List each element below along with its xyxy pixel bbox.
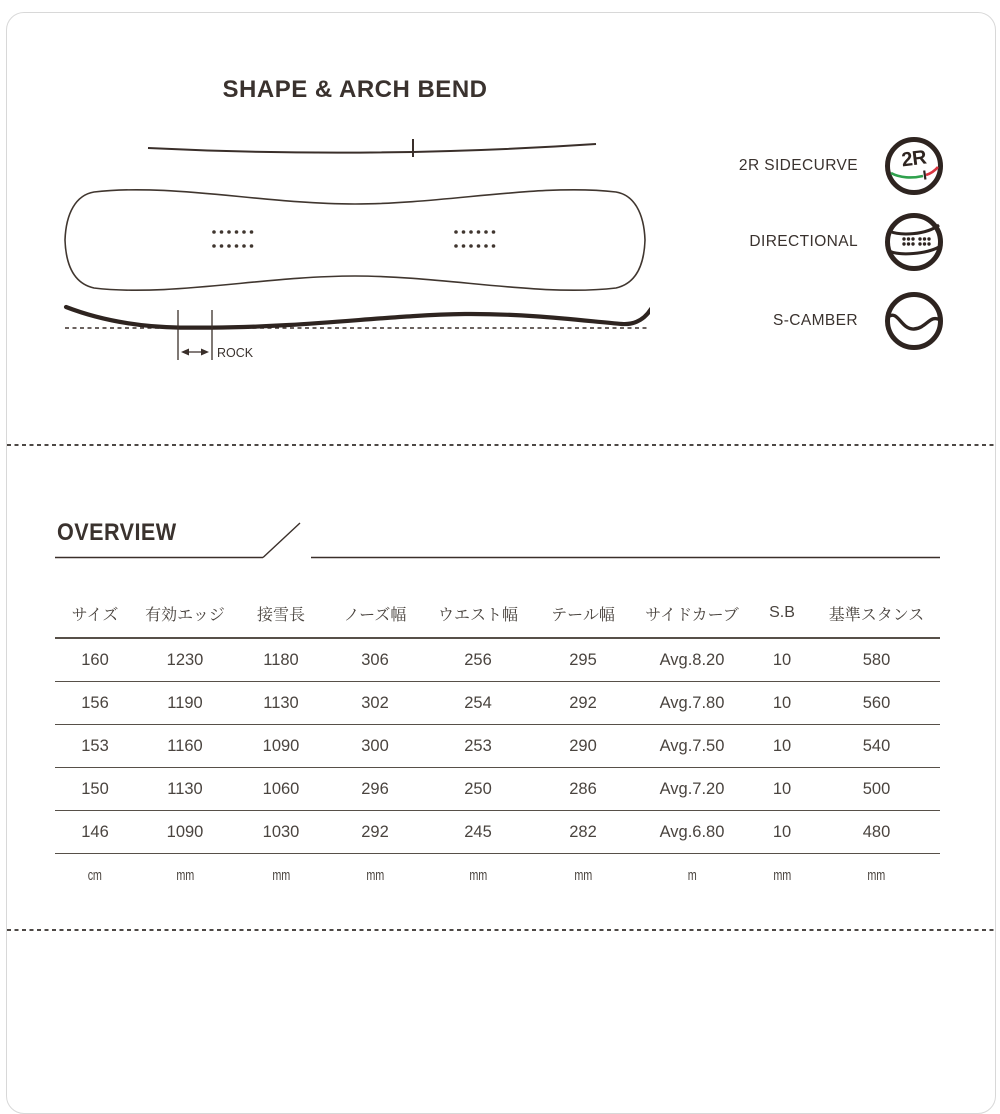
spec-cell: 1090 (235, 725, 327, 768)
spec-column-header: テール幅 (533, 582, 633, 638)
spec-cell: 292 (533, 682, 633, 725)
spec-cell: 253 (423, 725, 533, 768)
overview-section-title: OVERVIEW (57, 519, 177, 546)
spec-cell: 153 (55, 725, 135, 768)
spec-cell: 296 (327, 768, 423, 811)
board-side-profile-diagram (60, 296, 650, 368)
spec-cell: 156 (55, 682, 135, 725)
spec-row (55, 811, 940, 854)
spec-cell: 292 (327, 811, 423, 854)
spec-cell: 1180 (235, 638, 327, 682)
spec-cell: 250 (423, 768, 533, 811)
spec-unit-cell: mm (176, 866, 194, 884)
rock-annotation (178, 310, 254, 360)
2r-badge-text: 2R (900, 146, 928, 172)
spec-cell: 560 (813, 682, 940, 725)
insert-dots (212, 230, 495, 248)
spec-cell: 1190 (135, 682, 235, 725)
feature-2r-sidecurve-label: 2R SIDECURVE (738, 157, 858, 174)
spec-unit-cell: mm (366, 866, 384, 884)
spec-column-header: ノーズ幅 (327, 582, 423, 638)
spec-cell: 1130 (235, 682, 327, 725)
spec-unit-cell: mm (272, 866, 290, 884)
spec-unit-cell: mm (867, 866, 886, 884)
spec-cell: 1030 (235, 811, 327, 854)
spec-cell: Avg.8.20 (633, 638, 751, 682)
spec-cell: 480 (813, 811, 940, 854)
section-divider-top (7, 444, 994, 446)
spec-column-header: サイドカーブ (633, 582, 751, 638)
spec-row (55, 682, 940, 725)
overview-title-rule (55, 519, 940, 561)
spec-cell: 150 (55, 768, 135, 811)
spec-cell: 10 (751, 638, 813, 682)
spec-cell: 10 (751, 811, 813, 854)
spec-cell: 254 (423, 682, 533, 725)
directional-icon (882, 210, 946, 274)
2r-sidecurve-icon (882, 134, 946, 198)
spec-cell: 1230 (135, 638, 235, 682)
spec-cell: 10 (751, 682, 813, 725)
shape-section-title: SHAPE & ARCH BEND (222, 76, 488, 103)
spec-column-header: ウエスト幅 (423, 582, 533, 638)
spec-column-header: サイズ (55, 582, 135, 638)
spec-unit-cell: mm (773, 866, 791, 884)
spec-cell: 300 (327, 725, 423, 768)
spec-cell: 290 (533, 725, 633, 768)
spec-table (55, 582, 940, 896)
spec-row (55, 638, 940, 682)
spec-column-header: S.B (751, 582, 813, 638)
feature-directional (690, 210, 946, 274)
rock-label: ROCK (217, 346, 254, 360)
spec-cell: 10 (751, 725, 813, 768)
spec-cell: 10 (751, 768, 813, 811)
spec-table-header-row (55, 582, 940, 638)
spec-unit-cell: cm (88, 866, 102, 884)
spec-column-header: 接雪長 (235, 582, 327, 638)
spec-cell: Avg.7.50 (633, 725, 751, 768)
spec-cell: 146 (55, 811, 135, 854)
spec-cell: 500 (813, 768, 940, 811)
spec-unit-cell: mm (469, 866, 487, 884)
section-divider-bottom (7, 929, 994, 931)
spec-cell: 245 (423, 811, 533, 854)
board-top-view-diagram (60, 180, 650, 302)
s-camber-icon (882, 289, 946, 353)
spec-cell: 306 (327, 638, 423, 682)
spec-cell: 282 (533, 811, 633, 854)
feature-s-camber (690, 289, 946, 353)
feature-directional-label: DIRECTIONAL (749, 233, 858, 250)
spec-cell: 580 (813, 638, 940, 682)
spec-column-header: 基準スタンス (813, 582, 940, 638)
feature-s-camber-label: S-CAMBER (772, 312, 858, 329)
spec-unit-cell: m (687, 866, 697, 884)
spec-unit-cell: mm (574, 866, 592, 884)
spec-cell: 160 (55, 638, 135, 682)
spec-units-row (55, 854, 940, 897)
spec-cell: 286 (533, 768, 633, 811)
spec-cell: Avg.7.80 (633, 682, 751, 725)
feature-2r-sidecurve (690, 134, 946, 198)
spec-row (55, 768, 940, 811)
spec-column-header: 有効エッジ (135, 582, 235, 638)
spec-cell: 540 (813, 725, 940, 768)
spec-cell: 1060 (235, 768, 327, 811)
spec-cell: 1090 (135, 811, 235, 854)
spec-cell: 1160 (135, 725, 235, 768)
spec-cell: Avg.7.20 (633, 768, 751, 811)
sidecut-line-diagram (140, 136, 605, 162)
spec-table-body (55, 638, 940, 896)
spec-cell: 302 (327, 682, 423, 725)
spec-row (55, 725, 940, 768)
spec-cell: 256 (423, 638, 533, 682)
spec-cell: 295 (533, 638, 633, 682)
spec-cell: Avg.6.80 (633, 811, 751, 854)
spec-cell: 1130 (135, 768, 235, 811)
